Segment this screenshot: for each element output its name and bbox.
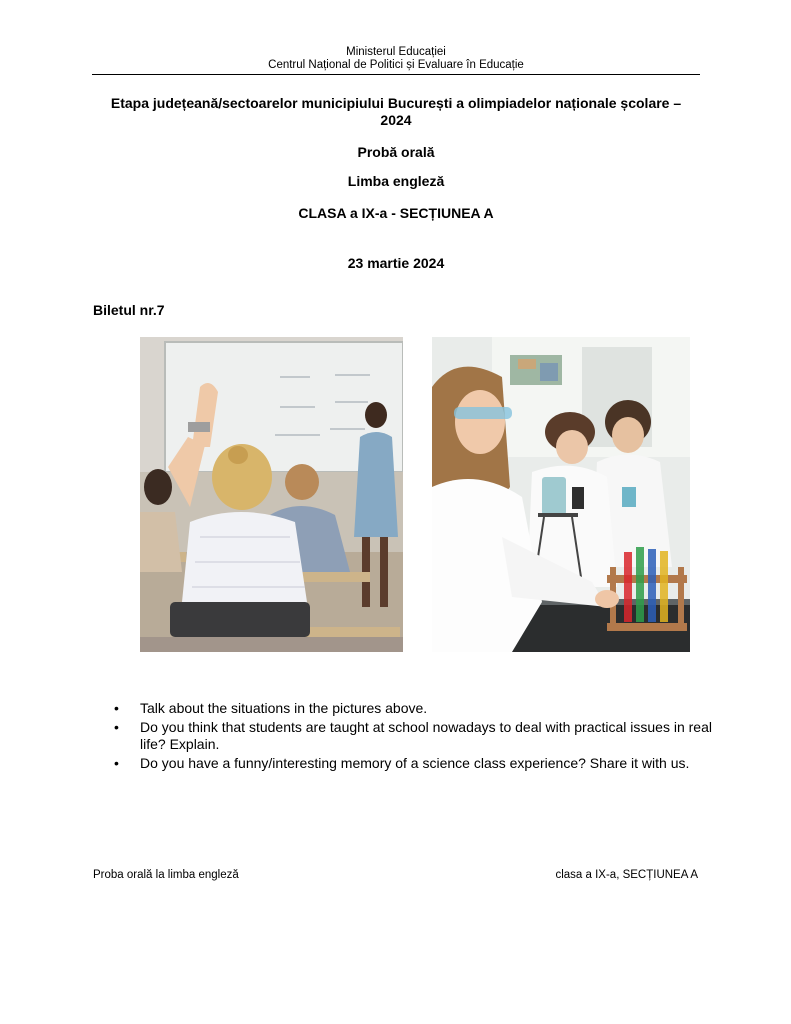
exam-title-line1: Etapa județeană/sectoarelor municipiului București a olimpiadelor naționale școlare – [110,95,682,111]
science-lab-photo [432,337,690,652]
task-text: Talk about the situations in the pictures above. [140,700,428,716]
class-section: CLASA a IX-a - SECȚIUNEA A [298,205,494,221]
subject: Limba engleză [347,173,445,189]
bullet-icon: • [114,754,119,771]
task-text: Do you have a funny/interesting memory of a science class experience? Share it with us. [140,754,690,771]
classroom-photo [140,337,403,652]
task-text: Do you think that students are taught at school nowadays to deal with practical issues in real life? Explain. [140,718,712,752]
ministry-name: Ministerul Educației [346,46,446,58]
exam-title-line2: 2024 [380,112,412,128]
document-header [92,46,700,72]
exam-date: 23 martie 2024 [347,255,445,271]
list-item [114,755,714,773]
test-type: Probă orală [357,144,435,160]
bullet-icon: • [114,718,119,735]
center-name: Centrul Național de Politici și Evaluare în Educație [268,59,524,71]
footer-right: clasa a IX-a, SECȚIUNEA A [555,869,698,881]
ticket-number: Biletul nr.7 [93,302,165,318]
list-item [114,700,714,718]
list-item [114,719,714,754]
bullet-icon: • [114,700,119,716]
header-divider [92,74,700,75]
footer-left: Proba orală la limba engleză [93,869,239,881]
task-list [114,700,714,773]
exam-title [92,95,700,129]
